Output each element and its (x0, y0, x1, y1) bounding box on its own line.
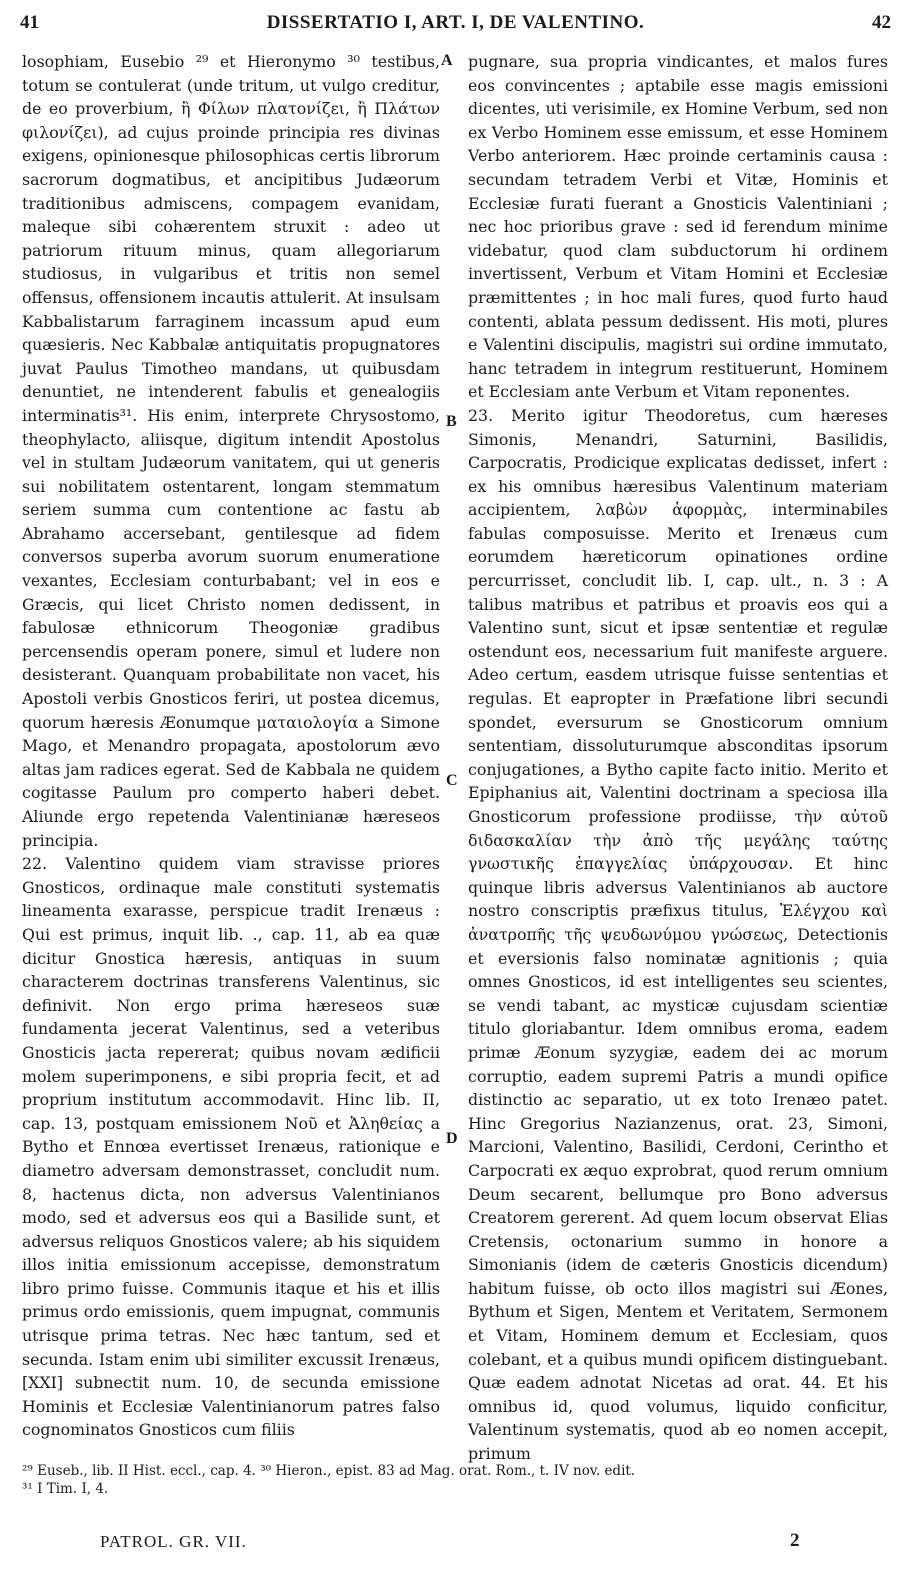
running-header (20, 12, 891, 42)
margin-letter-b: B (446, 413, 457, 430)
right-paragraph-2: 23. Merito igitur Theodoretus, cum hæreses Simonis, Menandri, Saturnini, Basilidis, Carpocratis, Prodicique explicatas dedisset, infert : ex his omnibus hæresibus Valentinum materiam accipientem, λαβὼν ἀφορμὰς, interminabiles fabulas composuisse. Merito et Irenæus cum eorumdem hæreticorum opinationes ordine percurrisset, concludit lib. I, cap. ult., n. 3 : A talibus matribus et patribus et proavis eos qui a Valentino sunt, sicut et ipsæ sententiæ et regulæ ostendunt eos, necessarium fuit manifeste arguere. Adeo certum, easdem utrisque fuisse sententias et regulas. Et eapropter in Præfatione libri secundi spondet, eversurum se Gnosticorum omnium sententiam, dissoluturumque absconditas ipsorum conjugationes, a Bytho capite facto initio. Merito et Epiphanius ait, Valentini doctrinam a speciosa illa Gnosticorum professione prodiisse, τὴν αὐτοῦ διδασκαλίαν τὴν ἀπὸ τῆς μεγάλης ταύτης γνωστικῆς ἐπαγγελίας ὑπάρχουσαν. Et hinc quinque libris adversus Valentinianos ab auctore nostro conscriptis præfixus titulus, Ἐλέγχου καὶ ἀνατροπῆς τῆς ψευδωνύμου γνώσεως, Detectionis et eversionis falso nominatæ agnitionis ; quia omnes Gnosticos, id est intelligentes seu scientes, se vendi tabant, ac mysticæ cujusdam scientiæ titulo gloriabantur. Idem omnibus eroma, eadem primæ Æonum syzygiæ, eadem dei ac morum corruptio, eadem supremi Patris a mundi opifice distinctio ac separatio, ut ex toto Irenæo patet. Hinc Gregorius Nazianzenus, orat. 23, Simoni, Marcioni, Valentino, Basilidi, Cerdoni, Cerintho et Carpocrati ex æquo exprobrat, quod rerum omnium Deum secarent, bellumque pro Bono adversus Creatorem gererent. Ad quem locum observat Elias Cretensis, octonarium summo in honore a Simonianis (idem de cæteris Gnosticis dicendum) habitum fuisse, ob octo illos magistri sui Æones, Bythum et Sigen, Mentem et Veritatem, Sermonem et Vitam, Hominem demum et Ecclesiam, quos colebant, et a quibus mundi opificem distinguebant. Quæ eadem adnotat Nicetas ad orat. 44. Et his omnibus id, quod volumus, liquido conficitur, Valentinum systematis, quod ab eo nomen accepit, primum (468, 405, 888, 1464)
right-column (468, 50, 888, 1466)
margin-letter-a: A (441, 52, 453, 69)
footnote-line-1: ²⁹ Euseb., lib. II Hist. eccl., cap. 4. ³⁰ Hieron., epist. 83 ad Mag. orat. Rom., t. IV nov. edit. (22, 1463, 636, 1479)
margin-letter-d: D (446, 1130, 458, 1147)
page-number-right: 42 (872, 12, 891, 33)
left-paragraph-2: 22. Valentino quidem viam stravisse priores Gnosticos, ordinaque male constituti systematis lineamenta exarasse, perspicue tradit Irenæus : Qui est primus, inquit lib. ., cap. 11, ab ea quæ dicitur Gnostica hæresis, antiquas in suum characterem doctrinas transferens Valentinus, sic definivit. Non ergo prima hæreseos suæ fundamenta jecerat Valentinus, sed a veteribus Gnosticis jacta repererat; quibus novam ædificii molem superimponens, e sibi propria fecit, et ad proprium institutum accommodavit. Hinc lib. II, cap. 13, postquam emissionem Νοῦ et Ἀληθείας a Bytho et Ennœa evertisset Irenæus, rationique e diametro adversam demonstrasset, concludit num. 8, hactenus dicta, non adversus Valentinianos modo, sed et adversus eos qui a Basilide sunt, et adversus reliquos Gnosticos valere; ab his siquidem illos initia emissionum accepisse, demonstratum libro primo fuisse. Communis itaque et his et illis primus ordo emissionis, quem impugnat, communis utrisque prima tetras. Nec hæc tantum, sed et secunda. Istam enim ubi similiter excussit Irenæus, [XXI] subnectit num. 10, de secunda emissione Hominis et Ecclesiæ Valentinianorum patres falso cognominatos Gnosticos cum filiis (22, 854, 440, 1440)
left-column (22, 50, 440, 1442)
footnote-line-2: ³¹ I Tim. I, 4. (22, 1481, 109, 1497)
signature-mark: PATROL. GR. VII. (100, 1532, 247, 1551)
margin-letter-c: C (446, 772, 458, 789)
left-paragraph-1: losophiam, Eusebio ²⁹ et Hieronymo ³⁰ testibus, totum se contulerat (unde tritum, ut vulgo creditur, de eo proverbium, ἢ Φίλων πλατονίζει, ἢ Πλάτων φιλονίζει), ad cujus proinde principia res divinas exigens, opinionesque philosophicas certis librorum sacrorum dogmatibus, et ancipitibus Judæorum traditionibus admiscens, compagem evanidam, maleque sibi cohærentem struxit : adeo ut patriorum rituum minus, quam allegoriarum studiosus, in vulgaribus et tritis non semel offensus, offensionem incautis attulerit. At insulsam Kabbalistarum farraginem incassum apud eum quæsieris. Nec Kabbalæ antiquitatis propugnatores juvat Paulus Timotheo mandans, ut quibusdam denuntiet, ne intenderent fabulis et genealogiis interminatis³¹. His enim, interprete Chrysostomo, theophylacto, aliisque, digitum intendit Apostolus vel in stultam Judæorum vanitatem, qui ut generis sui nobilitatem ostentarent, longam stemmatum seriem summa cum contentione ac fastu ab Abrahamo accersebant, gentilesque ad fidem conversos superba avorum suorum enumeratione vexantes, Ecclesiam conturbabant; vel in eos e Græcis, qui licet Christo nomen dedissent, in fabulosæ ethnicorum Theogoniæ gradibus percensendis operam ponere, simul et ludere non desisterant. Quanquam probabilitate non vacet, his Apostoli verbis Gnosticos feriri, ut postea dicemus, quorum hæresis Æonumque ματαιολογία a Simone Mago, et Menandro propagata, apostolorum ævo altas jam radices egerat. Sed de Kabbala ne quidem cogitasse Paulum pro comperto haberi debet. Aliunde ergo repetenda Valentinianæ hæreseos principia. (22, 52, 440, 850)
running-title: DISSERTATIO I, ART. I, DE VALENTINO. (266, 12, 645, 33)
right-paragraph-1: pugnare, sua propria vindicantes, et malos fures eos convincentes ; aptabile esse magis emissioni dicentes, uti verisimile, ex Homine Verbum, sed non ex Verbo Hominem esse emissum, et esse Hominem Verbo anteriorem. Hæc proinde certaminis causa : secundam tetradem Verbi et Vitæ, Hominis et Ecclesiæ furati fuerant a Gnosticis Valentiniani ; nec hoc prioribus grave : sed id ferendum minime videbatur, quod clam subductorum hi ordinem invertissent, Verbum et Vitam Homini et Ecclesiæ præmittentes ; in hoc mali fures, quod furto haud contenti, ablata pessum dedissent. His moti, plures e Valentini discipulis, magistri sui ordine immutato, hanc tetradem in integrum restituerunt, Hominem et Ecclesiam ante Verbum et Vitam reponentes. (468, 52, 888, 402)
page-number-left: 41 (20, 12, 39, 33)
footnotes (22, 1462, 891, 1498)
signature-number: 2 (790, 1530, 800, 1551)
